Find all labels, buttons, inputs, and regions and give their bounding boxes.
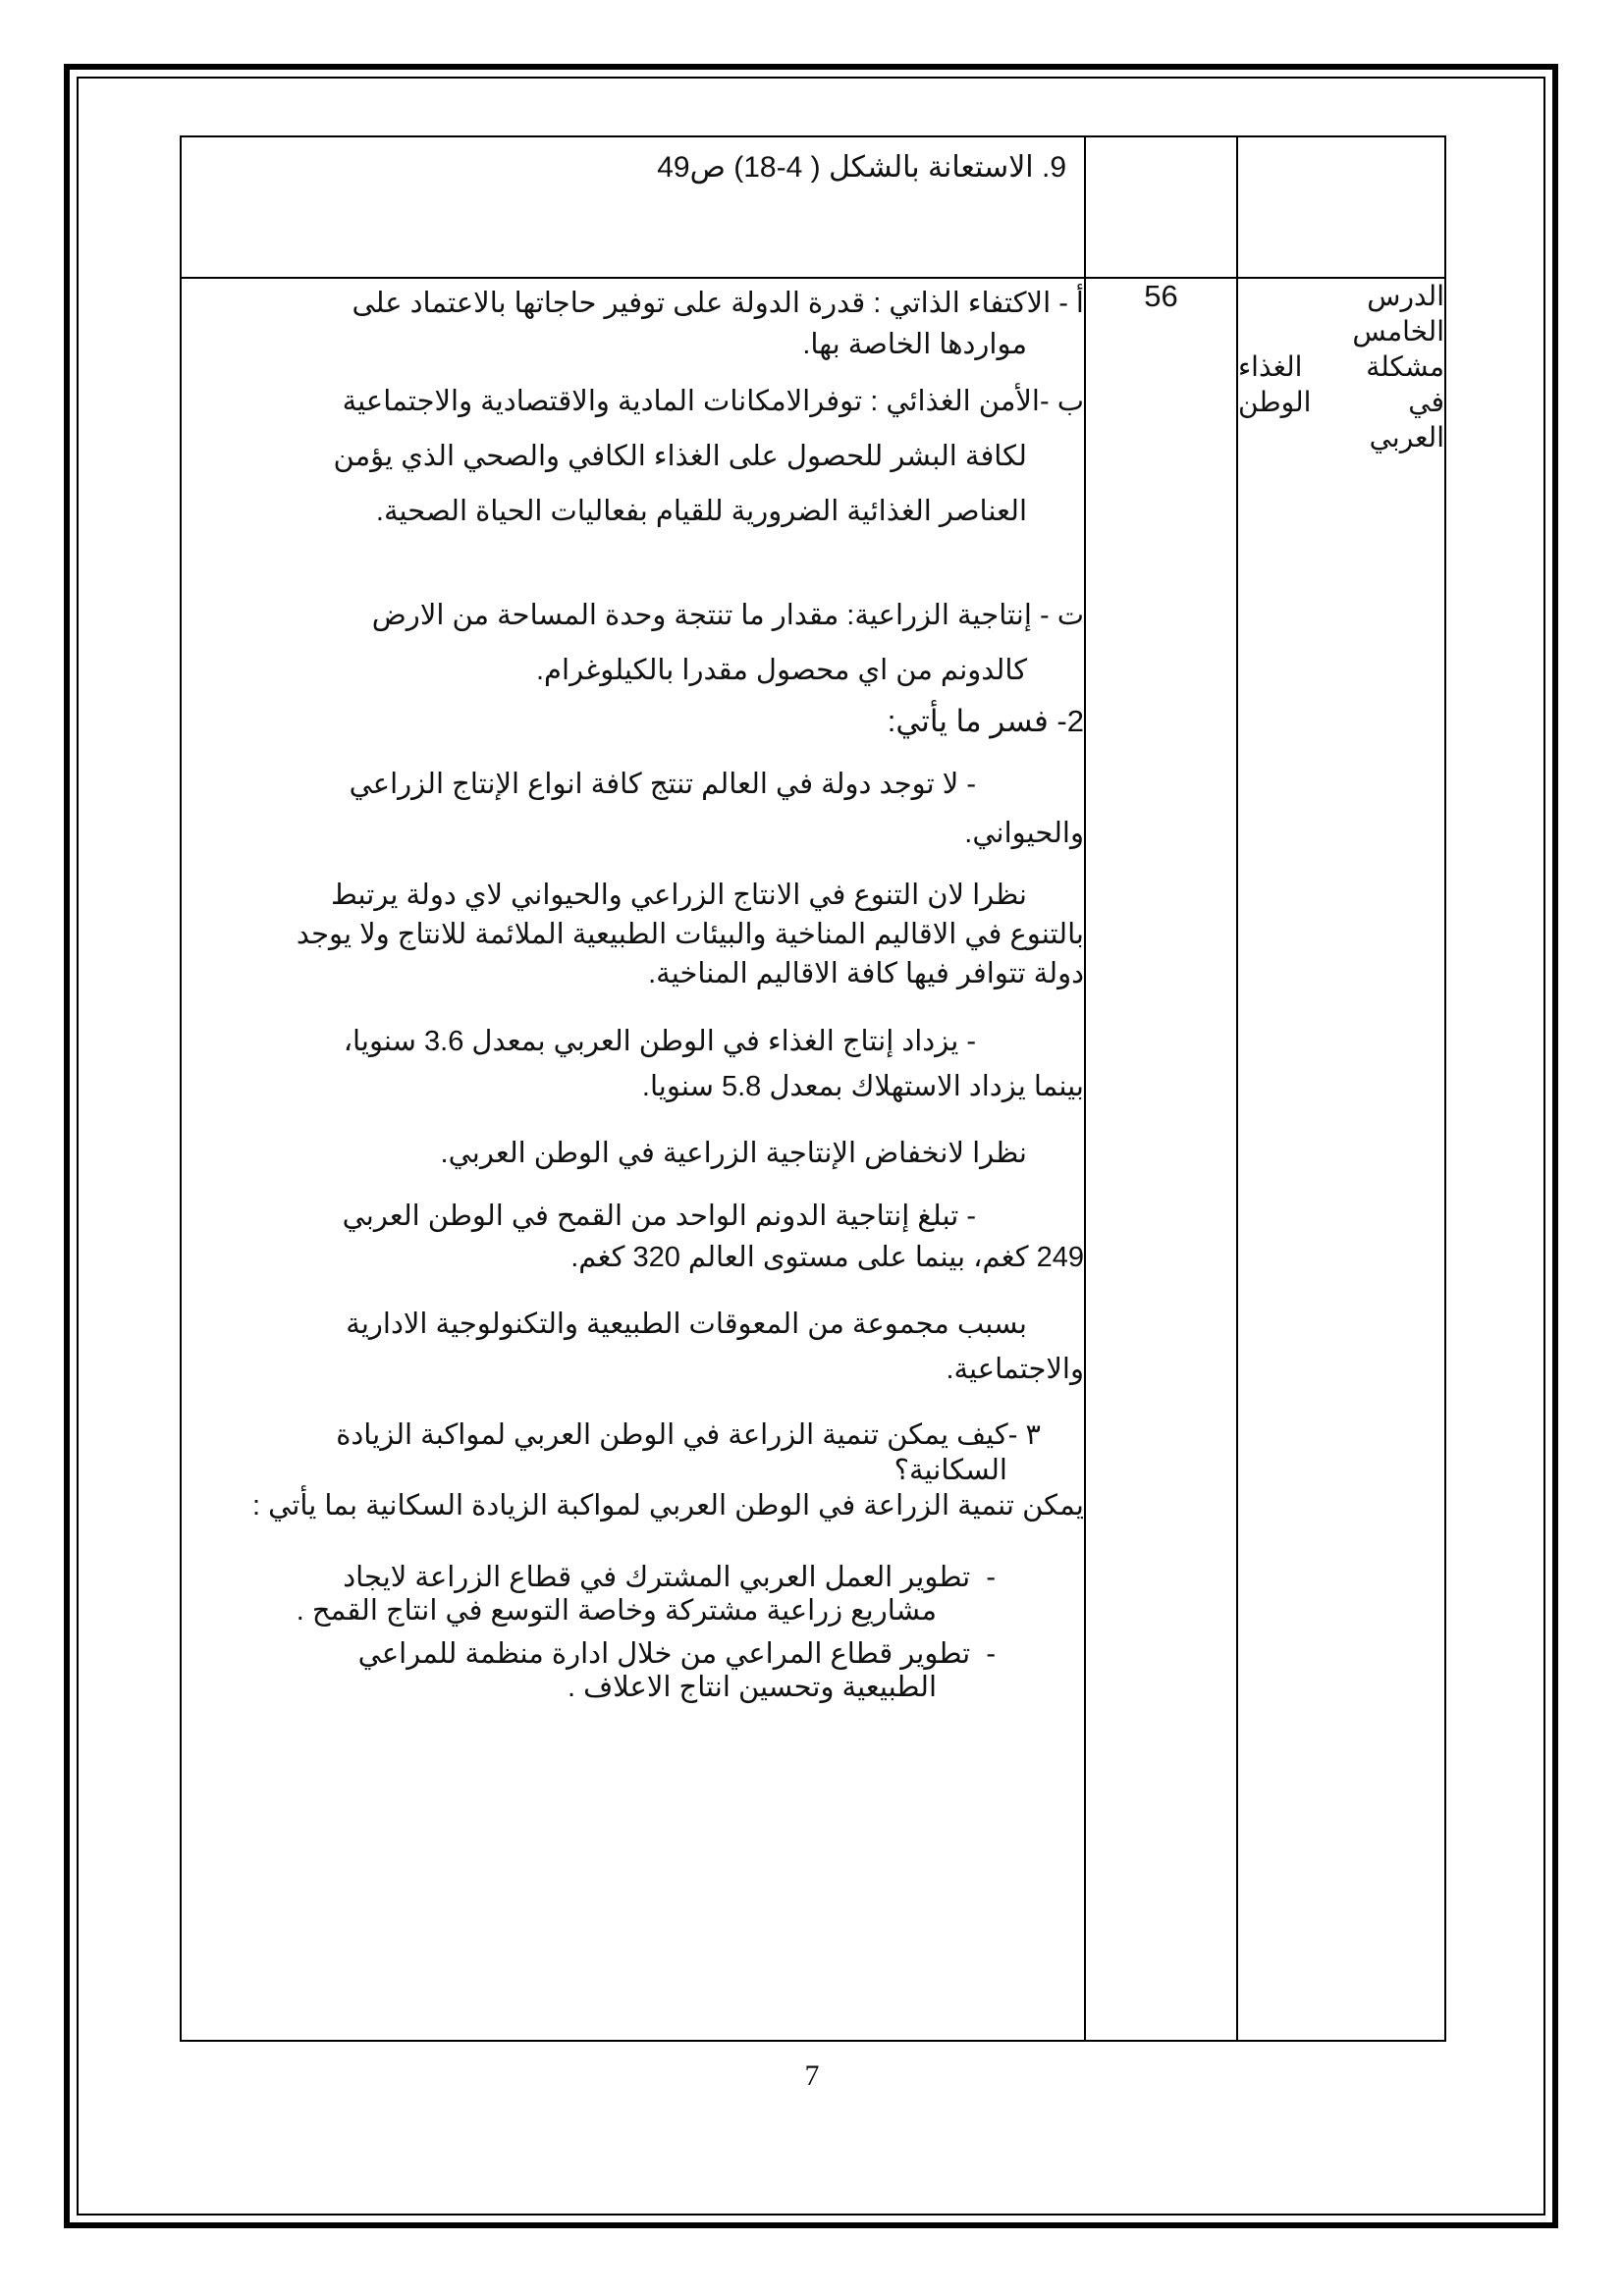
definition-food-security-cont: العناصر الغذائية الضرورية للقيام بفعاليات الحياة الصحية. <box>375 496 1027 527</box>
content-cell <box>181 278 1085 2041</box>
q2-answer-2: نظرا لانخفاض الإنتاجية الزراعية في الوطن العربي. <box>440 1138 1027 1169</box>
lesson-name-line: الدرس <box>1367 281 1444 311</box>
q2-item-1: - لا توجد دولة في العالم تنتج كافة انواع الإنتاج الزراعي <box>349 769 976 800</box>
q2-item-1-cont: والحيواني. <box>964 818 1084 849</box>
q2-item-3-cont: 249 كغم، بينما على مستوى العالم 320 كغم. <box>570 1242 1084 1273</box>
definition-self-sufficiency-cont: مواردها الخاصة بها. <box>802 329 1027 360</box>
q2-answer-3-cont: والاجتماعية. <box>946 1354 1084 1385</box>
q3-bullet-1-cont: مشاريع زراعية مشتركة وخاصة التوسع في انتاج القمح . <box>296 1595 937 1627</box>
lesson-name-cell <box>1237 278 1445 2041</box>
definition-food-security-cont: لكافة البشر للحصول على الغذاء الكافي والصحي الذي يؤمن <box>333 441 1027 472</box>
q2-answer-1-cont: بالتنوع في الاقاليم المناخية والبيئات الطبيعية الملائمة للانتاج ولا يوجد <box>296 919 1084 950</box>
q3-bullet-1: - تطوير العمل العربي المشترك في قطاع الزراعة لايجاد <box>343 1562 996 1593</box>
definition-productivity: ت - إنتاجية الزراعية: مقدار ما تنتجة وحدة المساحة من الارض <box>371 600 1084 631</box>
table-row <box>181 278 1445 2041</box>
page-number: 7 <box>804 2059 820 2092</box>
lesson-table <box>180 135 1446 2042</box>
q3-bullet-2: - تطوير قطاع المراعي من خلال ادارة منظمة للمراعي <box>357 1638 996 1670</box>
lesson-name-line: الخامس <box>1352 316 1444 347</box>
question-2-title: 2- فسر ما يأتي: <box>887 704 1084 738</box>
q2-answer-1: نظرا لان التنوع في الانتاج الزراعي والحيواني لاي دولة يرتبط <box>331 880 1027 911</box>
q2-answer-1-cont: دولة تتوافر فيها كافة الاقاليم المناخية. <box>648 958 1084 989</box>
page-cell-empty <box>1085 136 1237 278</box>
lesson-name-line: العربي <box>1369 422 1444 453</box>
lesson-name-line: في الوطن <box>1238 387 1444 417</box>
definition-productivity-cont: كالدونم من اي محصول مقدرا بالكيلوغرام. <box>536 655 1027 686</box>
lesson-page-number: 56 <box>1144 279 1178 313</box>
lesson-name-cell-empty <box>1237 136 1445 278</box>
definition-food-security: ب -الأمن الغذائي : توفرالامكانات المادية والاقتصادية والاجتماعية <box>342 386 1084 417</box>
figure-reference: 9. الاستعانة بالشكل ( 4-18) ص49 <box>657 151 1066 184</box>
q2-item-2: - يزداد إنتاج الغذاء في الوطن العربي بمعدل 3.6 سنويا، <box>343 1026 976 1057</box>
question-3-title-cont: السكانية؟ <box>893 1455 1007 1486</box>
question-3-title: ٣ -كيف يمكن تنمية الزراعة في الوطن العربي لمواكبة الزيادة <box>336 1419 1041 1451</box>
question-3-intro: يمكن تنمية الزراعة في الوطن العربي لمواكبة الزيادة السكانية بما يأتي : <box>252 1490 1084 1522</box>
q2-answer-3: بسبب مجموعة من المعوقات الطبيعية والتكنولوجية الادارية <box>346 1308 1027 1340</box>
page-number-cell <box>1085 278 1237 2041</box>
q2-item-2-cont: بينما يزداد الاستهلاك بمعدل 5.8 سنويا. <box>641 1071 1084 1102</box>
q3-bullet-2-cont: الطبيعية وتحسين انتاج الاعلاف . <box>568 1672 937 1703</box>
content-cell <box>181 136 1085 278</box>
table-row <box>181 136 1445 278</box>
lesson-name-line: مشكلة الغذاء <box>1238 351 1444 382</box>
q2-item-3: - تبلغ إنتاجية الدونم الواحد من القمح في الوطن العربي <box>342 1201 976 1232</box>
definition-self-sufficiency: أ - الاكتفاء الذاتي : قدرة الدولة على توفير حاجاتها بالاعتماد على <box>352 288 1084 319</box>
